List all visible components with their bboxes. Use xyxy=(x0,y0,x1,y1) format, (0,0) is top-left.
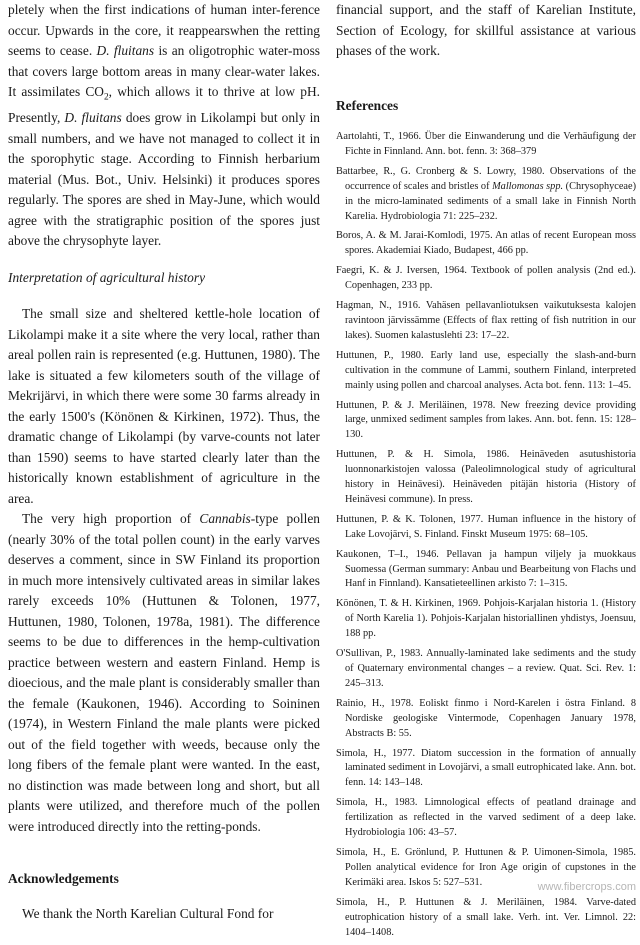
reference-entry: Simola, H., 1977. Diatom succession in the formation of annually laminated sediment in Lovojärvi, a small eutrophicated lake. Ann. bot. fenn. 14: 143–148. xyxy=(336,747,636,789)
reference-entry: Simola, H., P. Huttunen & J. Meriläinen, 1984. Varve-dated eutrophication history of a small lake. Verh. int. Ver. Limnol. 22: 1404–1408. xyxy=(336,896,636,938)
paragraph-acknowledgements: We thank the North Karelian Cultural Fond for xyxy=(22,905,274,921)
heading-references: References xyxy=(336,97,399,113)
heading-acknowledgements: Acknowledgements xyxy=(8,871,119,887)
reference-entry: Huttunen, P. & K. Tolonen, 1977. Human influence in the history of Lake Lovojärvi, S. Finland. Finskt Museum 1975: 68–105. xyxy=(336,513,636,540)
reference-entry: Huttunen, P. & H. Simola, 1986. Heinäveden asutushistoria luonnonarkistojen valossa (Paleolimnological study of agricultural history in Heinävesi). Heinäveden pitäjän historia (History of Heinävesi commune). In press. xyxy=(336,449,636,505)
reference-entry: Hagman, N., 1916. Vahäsen pellavanliotuksen vaikutuksesta kalojen ravintoon järvissämme (Effects of flax retting of fish nutrition in our lakes). Suomen kalastuslehti 23: 17–22. xyxy=(336,300,636,341)
paragraph-acknowledgements-continued: financial support, and the staff of Karelian Institute, Section of Ecology, for skillful assistance at various phases of the work. xyxy=(336,2,636,58)
right-column xyxy=(336,0,636,945)
reference-entry: Boros, A. & M. Jarai-Komlodi, 1975. An atlas of recent European moss spores. Akademiai Kiado, Budapest, 466 pp. xyxy=(336,230,636,257)
reference-entry: Simola, H., E. Grönlund, P. Huttunen & P. Uimonen-Simola, 1985. Pollen analytical evidence for Iron Age origin of cupstones in the Kerimäki area. Iskos 5: 527–531. xyxy=(336,846,636,888)
reference-entry: Huttunen, P. & J. Meriläinen, 1978. New freezing device providing large, unmixed sediment samples from lakes. Ann. bot. fenn. 15: 128–130. xyxy=(336,399,636,441)
paragraph-cannabis: The very high proportion of Cannabis-type pollen (nearly 30% of the total pollen count) in the early varves deserves a comment, since in SW Finland its proportion in much more intensively cultivated areas in similar lakes rarely exceeds 10% (Huttunen & Tolonen, 1977, Huttunen, 1980, Tolonen, 1978a, 1981). The difference seems to be due to differences in the hemp-cultivation practice between western and eastern Finland. Hemp is dioecious, and the male plant is considerably smaller than the female (Kaukonen, 1946). According to Soininen (1974), in Western Finland the male plants were picked out of the field together with weeds, because only the long fibers of the female plant were wanted. In the east, no distinction was made between long and short, but all plants were utilized, and therefore much of the pollen were introduced directly into the retting-ponds. xyxy=(8,511,320,834)
left-column xyxy=(8,0,320,924)
watermark: www.fibercrops.com xyxy=(537,881,636,893)
paragraph-kettle-hole: The small size and sheltered kettle-hole location of Likolampi make it a site where the very local, rather than areal pollen rain is represented (e.g. Huttunen, 1980). The lake is situated a few kilometers south of the village of Mekrijärvi, in which there were some 30 farms already in the early 1500's (Könönen & Kirkinen, 1972). Thus, the dramatic change of Likolampi (by varve-counts not later than 1590) seems to have started clearly later than the historically known establishment of agriculture in the area. xyxy=(8,306,320,506)
heading-interpretation: Interpretation of agricultural history xyxy=(8,269,206,285)
reference-entry: Battarbee, R., G. Cronberg & S. Lowry, 1980. Observations of the occurrence of scales and bristles of Mallomonas spp. (Chrysophyceae) in the micro-laminated sediments of a small lake in Finnish North Karelia. Hydrobiologia 71: 225–232. xyxy=(336,165,636,222)
reference-entry: Faegri, K. & J. Iversen, 1964. Textbook of pollen analysis (2nd ed.). Copenhagen, 233 pp. xyxy=(336,265,636,292)
reference-entry: Kaukonen, T–I., 1946. Pellavan ja hampun viljely ja muokkaus Suomessa (German summary: Anbau und Bearbeitung von Flachs und Hanf in Finnland). Kansatieteellinen arkisto 7: 1–315. xyxy=(336,548,636,590)
reference-entry: Simola, H., 1983. Limnological effects of peatland drainage and fertilization as reflected in the varved sediment of a deep lake. Hydrobiologia 106: 43–57. xyxy=(336,797,636,839)
reference-entry: Rainio, H., 1978. Eoliskt finmo i Nord-Karelen i östra Finland. 8 Nordiske geologiske Vintermode, Copenhagen January 1978, Abstracts B: 55. xyxy=(336,697,636,739)
reference-entry: Könönen, T. & H. Kirkinen, 1969. Pohjois-Karjalan historia 1. (History of North Karelia 1). Pohjois-Karjalan historiallinen yhdistys, Joensuu, 188 pp. xyxy=(336,598,636,640)
reference-entry: O'Sullivan, P., 1983. Annually-laminated lake sediments and the study of Quaternary environmental changes – a review. Quat. Sci. Rev. 1: 245–313. xyxy=(336,648,636,689)
reference-entry: Huttunen, P., 1980. Early land use, especially the slash-and-burn cultivation in the commune of Lammi, southern Finland, interpreted mainly using pollen and charcoal analyses. Acta bot. fenn. 113: 1–45. xyxy=(336,349,636,391)
reference-list xyxy=(336,130,636,940)
paragraph-dicranum-fluitans: pletely when the first indications of human inter-ference occur. Upwards in the core, it reappearswhen the retting seems to cease. D. fluitans is an oligotrophic water-moss that covers large bottom areas in many clear-water lakes. It assimilates $CO_2$, which allows it to thrive at low pH. Presently, D. fluitans does grow in Likolampi but only in small numbers, and we have not managed to collect it in the sporophytic stage. According to Finnish herbarium material (Mus. Bot., Univ. Helsinki) it produces spores regularly. The spores are shed in May-June, which would agree with the stratigraphic position of the spores just above the chrysophyte layer. xyxy=(8,2,320,249)
reference-entry: Aartolahti, T., 1966. Über die Einwanderung und die Verhäufigung der Fichte in Finnland. Ann. bot. fenn. 3: 368–379 xyxy=(336,131,636,157)
